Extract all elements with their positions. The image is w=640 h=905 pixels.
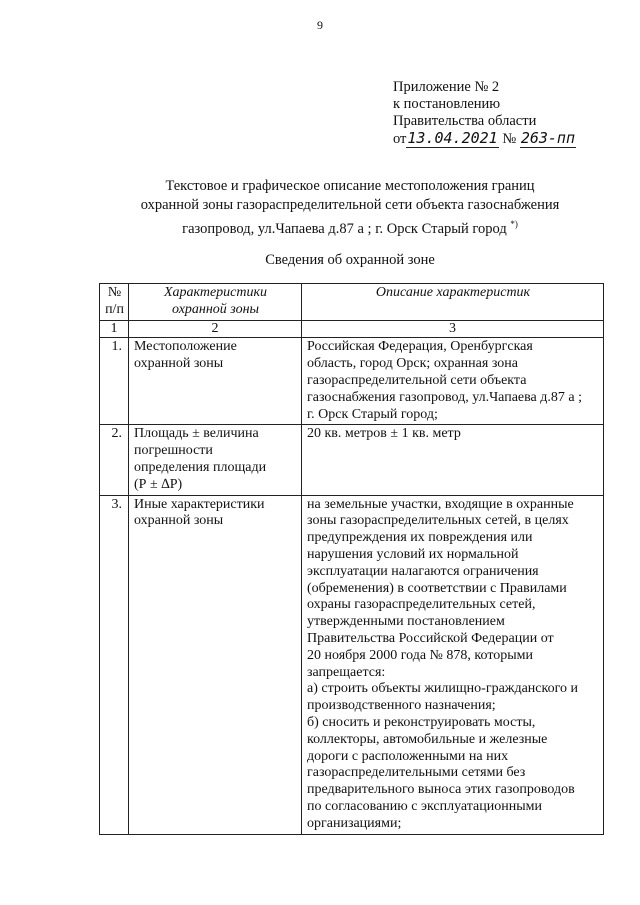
row-description: на земельные участки, входящие в охранные зоны газораспределительных сетей, в целях предупреждения их повреждения или нарушения условий их нормальной эксплуатации налагаются ограничения (обременения) в соответствии с Правилами охраны газораспределительных сетей, утвержденными постановлением Правительства Российской Федерации от 20 ноября 2000 года № 878, которыми запрещается: а) строить объекты жилищно-гражданского и производственного назначения; б) сносить и реконструировать мосты, коллекторы, автомобильные и железные дороги с расположенными на них газораспределительными сетями без предварительного выноса этих газопроводов по согласованию с эксплуатационными организациями;: [302, 495, 604, 834]
handwritten-number: 263-пп: [520, 129, 575, 147]
section-subtitle: Сведения об охранной зоне: [265, 252, 435, 268]
appendix-date-line: [393, 130, 576, 148]
row-description: 20 кв. метров ± 1 кв. метр: [302, 425, 604, 495]
table-column-numbers-row: [100, 320, 604, 338]
title-line-1: Текстовое и графическое описание местоположения границ: [165, 178, 535, 194]
col-number-2: 2: [129, 320, 302, 338]
title-line-3: [0, 215, 640, 239]
col-number-1: 1: [100, 320, 129, 338]
header-description: Описание характеристик: [302, 284, 604, 321]
row-characteristic: Иные характеристики охранной зоны: [129, 495, 302, 834]
row-number: 1.: [100, 338, 129, 425]
table-row: [100, 495, 604, 834]
appendix-line-3: Правительства области: [393, 113, 537, 129]
row-characteristic: Площадь ± величина погрешности определения площади (Р ± ∆Р): [129, 425, 302, 495]
footnote-mark: *): [510, 219, 518, 229]
row-characteristic: Местоположение охранной зоны: [129, 338, 302, 425]
row-number: 3.: [100, 495, 129, 834]
table-row: [100, 338, 604, 425]
col-number-3: 3: [302, 320, 604, 338]
row-number: 2.: [100, 425, 129, 495]
title-line-2: охранной зоны газораспределительной сети объекта газоснабжения: [140, 197, 560, 213]
appendix-line-1: Приложение № 2: [393, 79, 500, 95]
protection-zone-table: [99, 283, 604, 835]
handwritten-date: 13.04.2021: [407, 129, 498, 147]
number-prefix: №: [502, 131, 517, 147]
header-number: № п/п: [100, 284, 129, 321]
header-characteristic: Характеристики охранной зоны: [129, 284, 302, 321]
title-line-3-text: газопровод, ул.Чапаева д.87 а ; г. Орск Старый город: [182, 220, 507, 237]
table-row: [100, 425, 604, 495]
date-prefix: от: [393, 131, 407, 147]
appendix-line-2: к постановлению: [393, 96, 501, 112]
appendix-block: [393, 79, 576, 148]
table-header-row: [100, 284, 604, 321]
page-number: 9: [317, 18, 323, 32]
row-description: Российская Федерация, Оренбургская область, город Орск; охранная зона газораспределительной сети объекта газоснабжения газопровод, ул.Чапаева д.87 а ; г. Орск Старый город;: [302, 338, 604, 425]
document-title: [0, 177, 640, 239]
